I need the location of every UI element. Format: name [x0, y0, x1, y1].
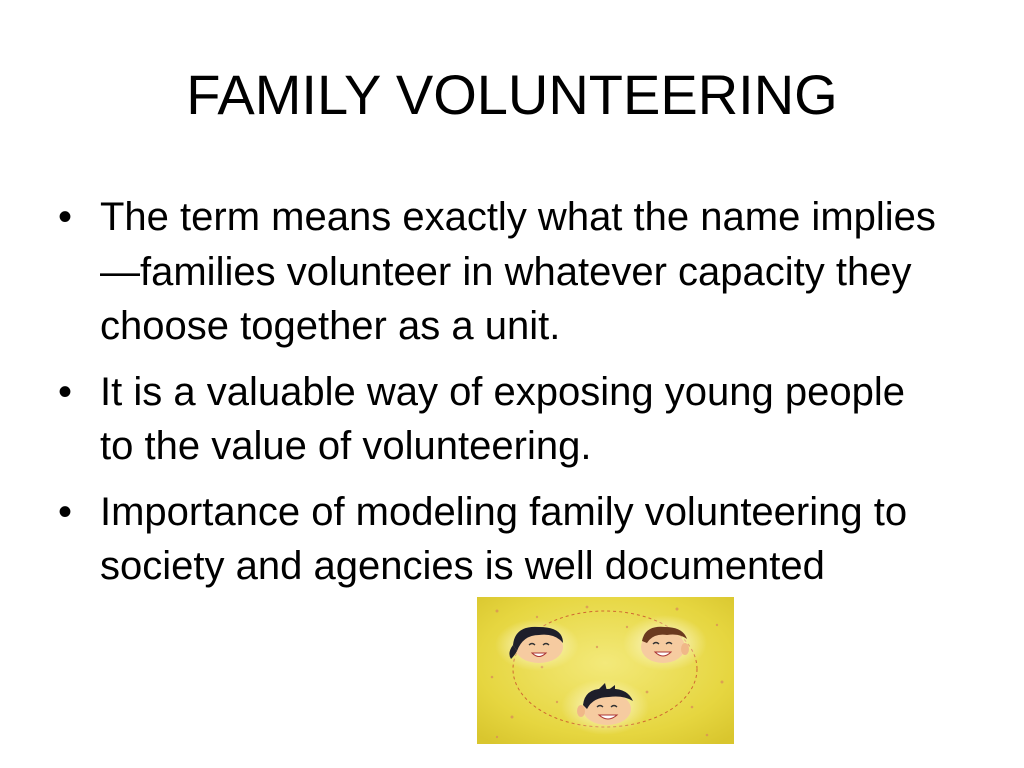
- bullet-marker: •: [58, 195, 73, 239]
- bullet-item: [58, 190, 938, 354]
- bullet-text: It is a valuable way of exposing young people to the value of volunteering.: [100, 369, 905, 468]
- bullet-item: [58, 365, 938, 474]
- bullet-list: [58, 190, 938, 605]
- slide-title: FAMILY VOLUNTEERING: [186, 63, 838, 126]
- bullet-marker: •: [58, 489, 73, 534]
- bullet-text: The term means exactly what the name implies—families volunteer in whatever capacity they choose together as a unit.: [100, 195, 936, 348]
- bullet-item: [58, 485, 938, 594]
- mother-face-icon: [495, 619, 579, 671]
- father-face-icon: [623, 615, 707, 671]
- bullet-text: Importance of modeling family volunteering to society and agencies is well documented: [100, 489, 908, 588]
- bullet-marker: •: [58, 369, 73, 414]
- family-faces-icon: [477, 597, 734, 744]
- child-face-icon: [561, 679, 649, 735]
